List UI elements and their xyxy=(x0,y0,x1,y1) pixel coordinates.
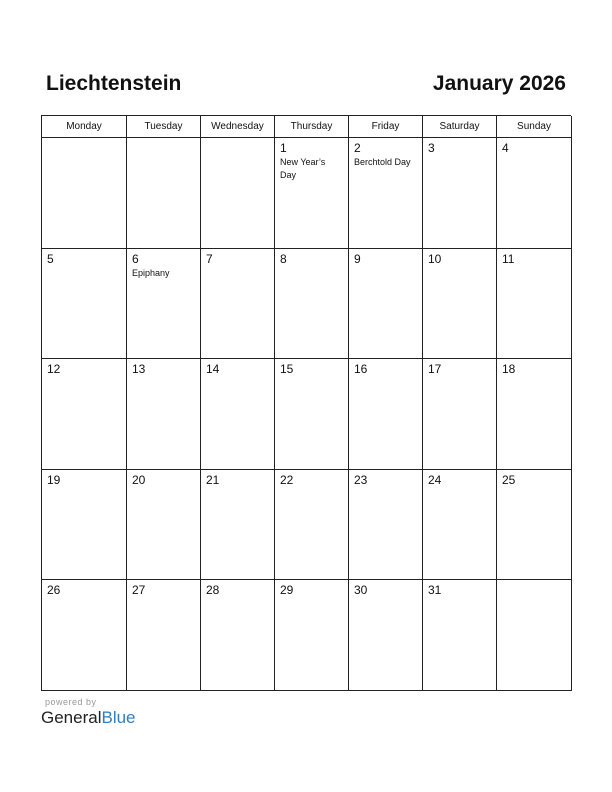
day-cell xyxy=(497,249,572,360)
weekday-sunday: Sunday xyxy=(497,116,572,138)
day-number: 29 xyxy=(280,583,294,598)
day-number: 5 xyxy=(47,251,54,266)
week-row xyxy=(42,580,571,691)
day-cell xyxy=(201,138,275,249)
day-number: 16 xyxy=(354,362,368,377)
day-cell xyxy=(497,470,572,581)
day-number: 26 xyxy=(47,583,61,598)
holiday-label: Epiphany xyxy=(132,267,170,278)
powered-by-label: powered by xyxy=(45,697,97,707)
week-row xyxy=(42,249,571,360)
day-cell xyxy=(497,138,572,249)
day-cell xyxy=(42,470,127,581)
holiday-label: New Year’s Day xyxy=(280,157,326,180)
day-number: 4 xyxy=(502,141,509,155)
day-number: 28 xyxy=(206,583,220,598)
day-number: 11 xyxy=(502,251,515,266)
day-number: 3 xyxy=(428,141,435,155)
day-cell xyxy=(423,470,497,581)
day-number: 27 xyxy=(132,583,146,598)
week-row xyxy=(42,138,571,249)
day-cell xyxy=(423,249,497,360)
brand-blue-text: Blue xyxy=(101,708,136,727)
day-cell xyxy=(127,138,201,249)
day-number: 30 xyxy=(354,583,368,598)
weekday-wednesday: Wednesday xyxy=(201,116,275,138)
day-cell xyxy=(497,359,572,470)
calendar-grid xyxy=(41,115,571,691)
day-number: 7 xyxy=(206,251,213,266)
day-number: 9 xyxy=(354,251,361,266)
day-number: 18 xyxy=(502,362,516,377)
day-cell xyxy=(201,249,275,360)
day-number: 10 xyxy=(428,251,442,266)
day-cell xyxy=(275,249,349,360)
day-cell xyxy=(349,470,423,581)
day-number: 14 xyxy=(206,362,220,377)
day-number: 21 xyxy=(206,472,220,487)
day-number: 20 xyxy=(132,472,146,487)
generalblue-logo[interactable] xyxy=(41,708,136,728)
day-cell xyxy=(42,359,127,470)
day-cell xyxy=(349,249,423,360)
day-cell xyxy=(201,359,275,470)
day-cell xyxy=(423,138,497,249)
day-number: 22 xyxy=(280,472,294,487)
day-cell xyxy=(201,580,275,691)
day-cell xyxy=(275,359,349,470)
day-cell xyxy=(349,580,423,691)
month-year-title: January 2026 xyxy=(432,72,566,95)
day-cell xyxy=(201,470,275,581)
day-cell xyxy=(423,359,497,470)
day-number: 8 xyxy=(280,251,287,266)
day-cell xyxy=(275,580,349,691)
holiday-label: Berchtold Day xyxy=(354,157,411,167)
weekday-tuesday: Tuesday xyxy=(127,116,201,138)
day-cell xyxy=(127,580,201,691)
day-cell xyxy=(127,249,201,360)
day-number: 19 xyxy=(47,472,61,487)
day-cell xyxy=(349,138,423,249)
brand-general-text: General xyxy=(41,708,102,727)
day-number: 1 xyxy=(280,141,287,155)
weekday-saturday: Saturday xyxy=(423,116,497,138)
day-number: 12 xyxy=(47,362,61,377)
country-title: Liechtenstein xyxy=(46,72,182,95)
weekday-thursday: Thursday xyxy=(275,116,349,138)
day-cell xyxy=(42,249,127,360)
weekday-header-row xyxy=(42,116,571,138)
day-number: 25 xyxy=(502,472,516,487)
day-cell xyxy=(497,580,572,691)
day-cell xyxy=(42,138,127,249)
day-cell xyxy=(275,138,349,249)
day-number: 24 xyxy=(428,472,442,487)
day-number: 13 xyxy=(132,362,146,377)
day-cell xyxy=(349,359,423,470)
day-number: 17 xyxy=(428,362,442,377)
day-number: 15 xyxy=(280,362,294,377)
weekday-friday: Friday xyxy=(349,116,423,138)
weeks-container xyxy=(42,138,571,691)
week-row xyxy=(42,359,571,470)
day-number: 6 xyxy=(132,251,139,266)
day-cell xyxy=(127,359,201,470)
day-cell xyxy=(275,470,349,581)
day-cell xyxy=(423,580,497,691)
weekday-monday: Monday xyxy=(42,116,127,138)
day-cell xyxy=(42,580,127,691)
day-number: 23 xyxy=(354,472,368,487)
day-number: 2 xyxy=(354,141,361,155)
day-number: 31 xyxy=(428,583,442,598)
week-row xyxy=(42,470,571,581)
day-cell xyxy=(127,470,201,581)
